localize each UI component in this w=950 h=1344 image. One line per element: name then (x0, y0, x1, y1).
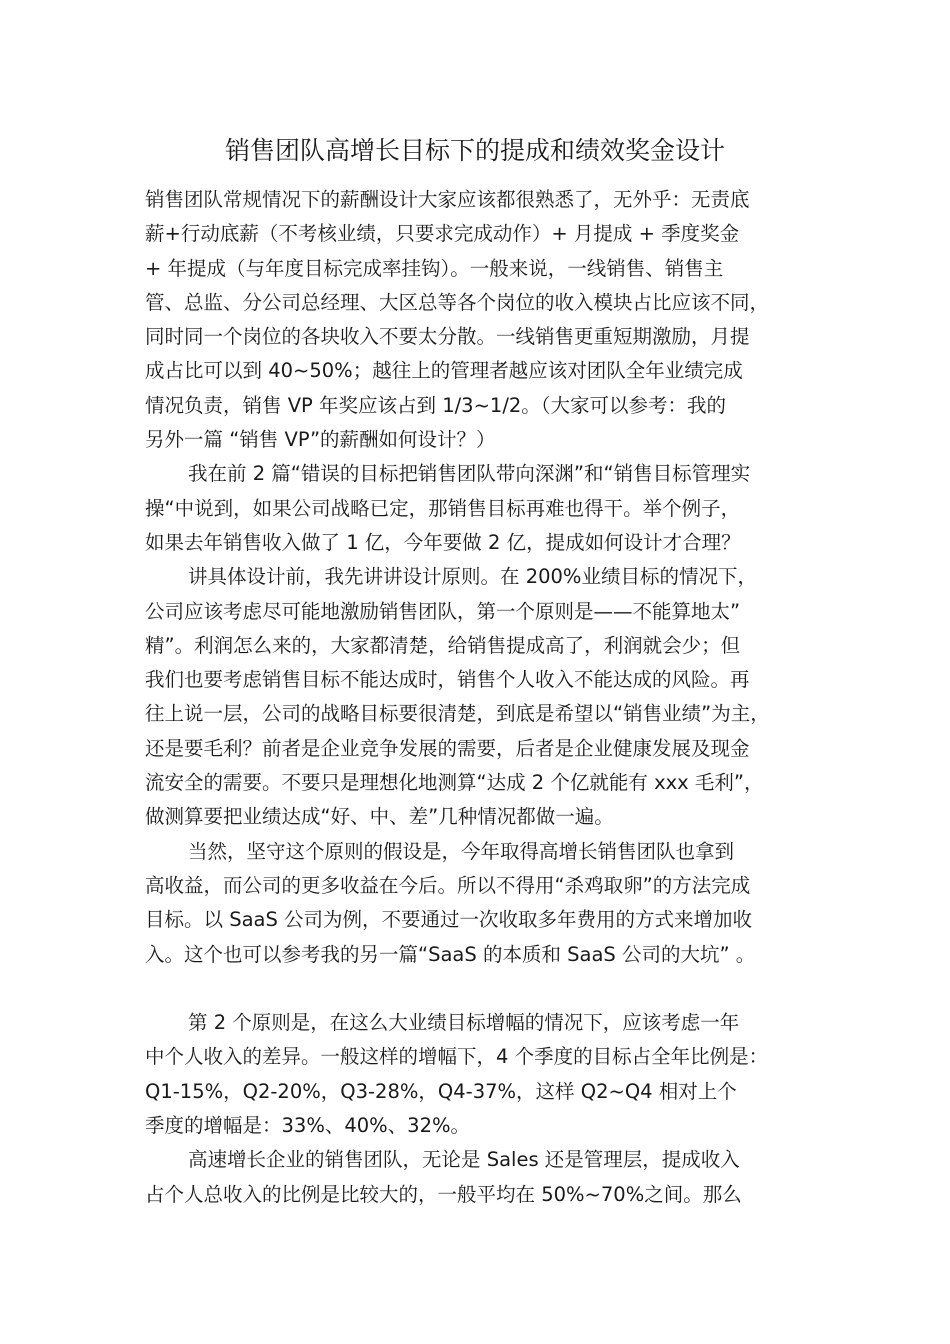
body-line: 中个人收入的差异。一般这样的增幅下，4 个季度的目标占全年比例是： (145, 1045, 769, 1069)
body-line: + 年提成（与年度目标完成率挂钩）。一般来说，一线销售、销售主 (145, 256, 724, 280)
body-line: 入。这个也可以参考我的另一篇“SaaS 的本质和 SaaS 公司的大坑” 。 (145, 942, 756, 966)
body-line: 如果去年销售收入做了 1 亿，今年要做 2 亿，提成如何设计才合理？ (145, 530, 741, 554)
body-line: Q1-15%，Q2-20%，Q3-28%，Q4-37%，这样 Q2~Q4 相对上个 (145, 1079, 737, 1103)
body-line: 高速增长企业的销售团队，无论是 Sales 还是管理层，提成收入 (188, 1148, 740, 1172)
body-line: 精”。利润怎么来的，大家都清楚，给销售提成高了，利润就会少；但 (145, 633, 741, 657)
body-line: 讲具体设计前，我先讲讲设计原则。在 200%业绩目标的情况下， (188, 565, 757, 589)
body-line: 我在前 2 篇“错误的目标把销售团队带向深渊”和“销售目标管理实 (188, 462, 751, 486)
body-line: 公司应该考虑尽可能地激励销售团队，第一个原则是——不能算地太” (145, 599, 741, 623)
body-line: 第 2 个原则是，在这么大业绩目标增幅的情况下，应该考虑一年 (188, 1011, 740, 1035)
body-line: 还是要毛利？前者是企业竞争发展的需要，后者是企业健康发展及现金 (145, 736, 750, 760)
document-title: 销售团队高增长目标下的提成和绩效奖金设计 (224, 136, 725, 165)
body-line: 高收益，而公司的更多收益在今后。所以不得用“杀鸡取卵”的方法完成 (145, 873, 751, 897)
body-line: 操“中说到，如果公司战略已定，那销售目标再难也得干。举个例子， (145, 496, 741, 520)
body-line: 季度的增幅是：33%、40%、32%。 (145, 1114, 471, 1138)
body-line: 另外一篇 “销售 VP”的薪酬如何设计？） (145, 428, 496, 452)
body-line: 我们也要考虑销售目标不能达成时，销售个人收入不能达成的风险。再 (145, 668, 750, 692)
body-line: 成占比可以到 40~50%；越往上的管理者越应该对团队全年业绩完成 (145, 359, 743, 383)
body-line: 当然，坚守这个原则的假设是，今年取得高增长销售团队也拿到 (188, 839, 735, 863)
body-line: 做测算要把业绩达成“好、中、差”几种情况都做一遍。 (145, 805, 614, 829)
body-line: 情况负责，销售 VP 年奖应该占到 1/3~1/2。（大家可以参考：我的 (145, 393, 727, 417)
body-line: 占个人总收入的比例是比较大的，一般平均在 50%~70%之间。那么 (145, 1182, 742, 1206)
body-line: 管、总监、分公司总经理、大区总等各个岗位的收入模块占比应该不同， (145, 290, 770, 314)
body-line: 流安全的需要。不要只是理想化地测算“达成 2 个亿就能有 xxx 毛利”， (145, 771, 764, 795)
body-line: 目标。以 SaaS 公司为例，不要通过一次收取多年费用的方式来增加收 (145, 908, 753, 932)
body-line: 销售团队常规情况下的薪酬设计大家应该都很熟悉了，无外乎：无责底 (145, 188, 750, 211)
body-line: 同时同一个岗位的各块收入不要太分散。一线销售更重短期激励，月提 (145, 325, 750, 349)
body-line: 薪+行动底薪（不考核业绩，只要求完成动作）+ 月提成 + 季度奖金 (145, 222, 740, 246)
body-line: 往上说一层，公司的战略目标要很清楚，到底是希望以“销售业绩”为主， (145, 702, 770, 726)
body-line (145, 972, 825, 1006)
document-body (145, 183, 825, 1212)
